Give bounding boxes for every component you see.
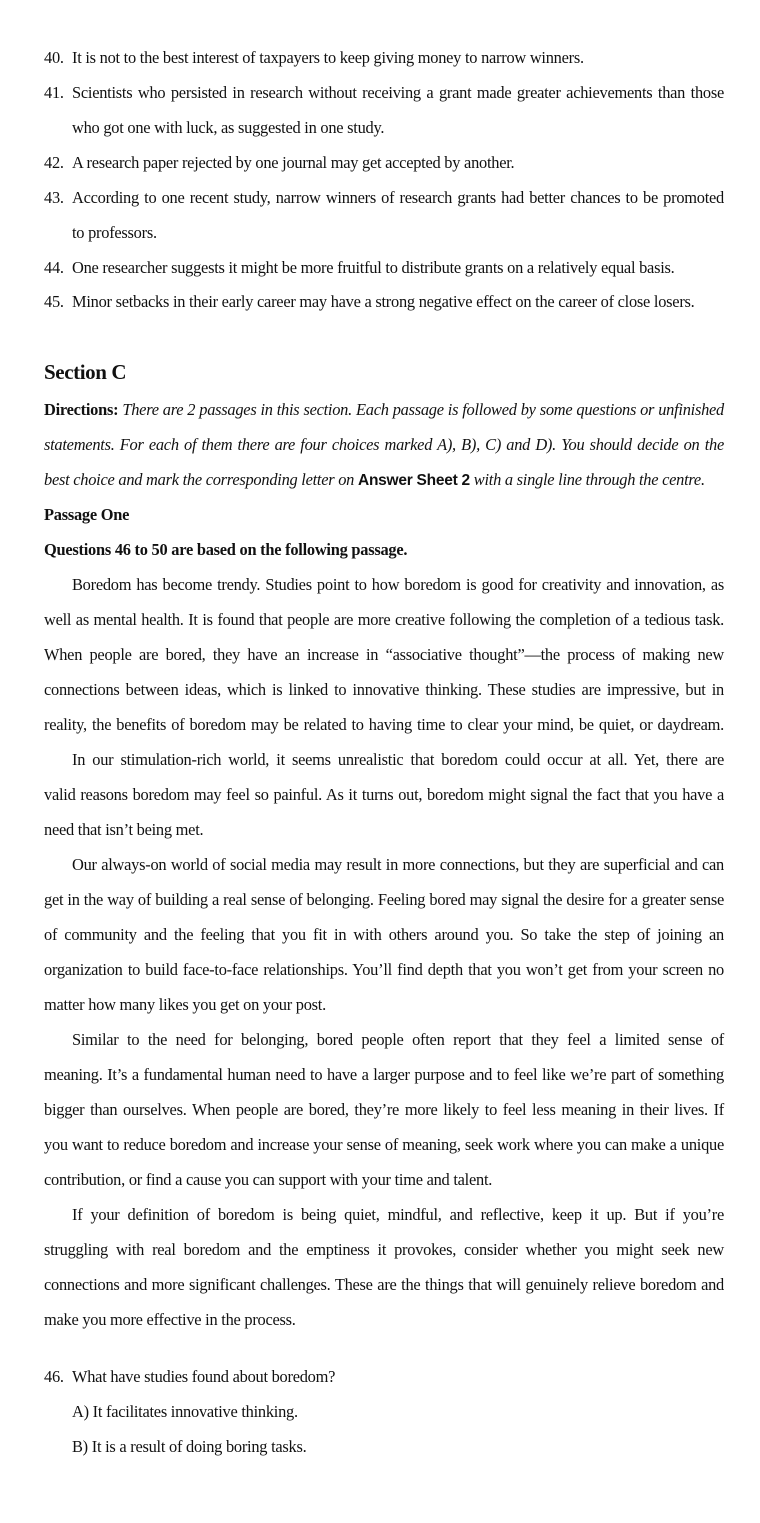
paragraph-2-line-1: In our stimulation-rich world, it seems unrealistic that boredom could occur at all. Yet, there are <box>72 750 724 769</box>
paragraph-1-line-3: When people are bored, they have an increase in “associative thought”—the process of making new <box>44 645 724 664</box>
answer-sheet-label: Answer Sheet 2 <box>358 472 470 489</box>
paragraph-4-line-4: you want to reduce boredom and increase your sense of meaning, seek work where you can make a unique <box>44 1135 724 1154</box>
paragraph-5-line-4: make you more effective in the process. <box>44 1310 296 1329</box>
paragraph-1-line-1: Boredom has become trendy. Studies point to how boredom is good for creativity and innovation, as <box>72 575 724 594</box>
section-title: Section C <box>44 360 127 384</box>
paragraph-5-line-3: connections and more significant challenges. These are the things that will genuinely relieve boredom and <box>44 1275 724 1294</box>
paragraph-3-line-1: Our always-on world of social media may result in more connections, but they are superficial and can <box>72 855 724 874</box>
question-46-option-b: B) It is a result of doing boring tasks. <box>72 1437 307 1456</box>
paragraph-2-line-2: valid reasons boredom may feel so painful. As it turns out, boredom might signal the fact that you have a <box>44 785 724 804</box>
paragraph-3-line-2: get in the way of building a real sense of belonging. Feeling bored may signal the desire for a greater sense <box>44 890 724 909</box>
paragraph-4-line-2: meaning. It’s a fundamental human need to have a larger purpose and to feel like we’re part of something <box>44 1065 724 1084</box>
paragraph-1-line-5: reality, the benefits of boredom may be related to having time to clear your mind, be quiet, or daydream. <box>44 715 724 734</box>
item-40: 40. It is not to the best interest of taxpayers to keep giving money to narrow winners. <box>44 48 584 67</box>
item-41: 41. Scientists who persisted in research without receiving a grant made greater achievements than those <box>44 83 724 102</box>
item-45: 45. Minor setbacks in their early career may have a strong negative effect on the career of close losers. <box>44 292 695 311</box>
paragraph-1-line-4: connections between ideas, which is linked to innovative thinking. These studies are impressive, but in <box>44 680 724 699</box>
passage-label: Passage One <box>44 505 130 524</box>
directions-line-1: Directions: There are 2 passages in this section. Each passage is followed by some questions or unfinished <box>44 400 724 419</box>
item-44: 44. One researcher suggests it might be more fruitful to distribute grants on a relatively equal basis. <box>44 258 675 277</box>
paragraph-4-line-3: bigger than ourselves. When people are bored, they’re more likely to feel less meaning in their lives. If <box>44 1100 724 1119</box>
paragraph-5-line-2: struggling with real boredom and the emptiness it provokes, consider whether you might seek new <box>44 1240 724 1259</box>
item-43: 43. According to one recent study, narrow winners of research grants had better chances to be promoted <box>44 188 724 207</box>
directions-line-2: statements. For each of them there are four choices marked A), B), C) and D). You should decide on the <box>44 435 724 454</box>
paragraph-3-line-5: matter how many likes you get on your post. <box>44 995 326 1014</box>
directions-line-3: best choice and mark the corresponding letter on Answer Sheet 2 with a single line through the centre. <box>44 470 705 489</box>
paragraph-2-line-3: need that isn’t being met. <box>44 820 204 839</box>
questions-label: Questions 46 to 50 are based on the following passage. <box>44 540 408 559</box>
item-43-cont: to professors. <box>72 223 157 242</box>
question-46: 46. What have studies found about boredom? <box>44 1367 336 1386</box>
item-42: 42. A research paper rejected by one journal may get accepted by another. <box>44 153 515 172</box>
item-41-cont: who got one with luck, as suggested in one study. <box>72 118 385 137</box>
paragraph-1-line-2: well as mental health. It is found that people are more creative following the completion of a tedious task. <box>44 610 724 629</box>
paragraph-4-line-5: contribution, or find a cause you can support with your time and talent. <box>44 1170 493 1189</box>
question-46-option-a: A) It facilitates innovative thinking. <box>72 1402 298 1421</box>
paragraph-3-line-4: organization to build face-to-face relationships. You’ll find depth that you won’t get from your screen no <box>44 960 724 979</box>
paragraph-3-line-3: of community and the feeling that you fit in with others around you. So take the step of joining an <box>44 925 724 944</box>
paragraph-5-line-1: If your definition of boredom is being quiet, mindful, and reflective, keep it up. But if you’re <box>72 1205 724 1224</box>
paragraph-4-line-1: Similar to the need for belonging, bored people often report that they feel a limited sense of <box>72 1030 724 1049</box>
